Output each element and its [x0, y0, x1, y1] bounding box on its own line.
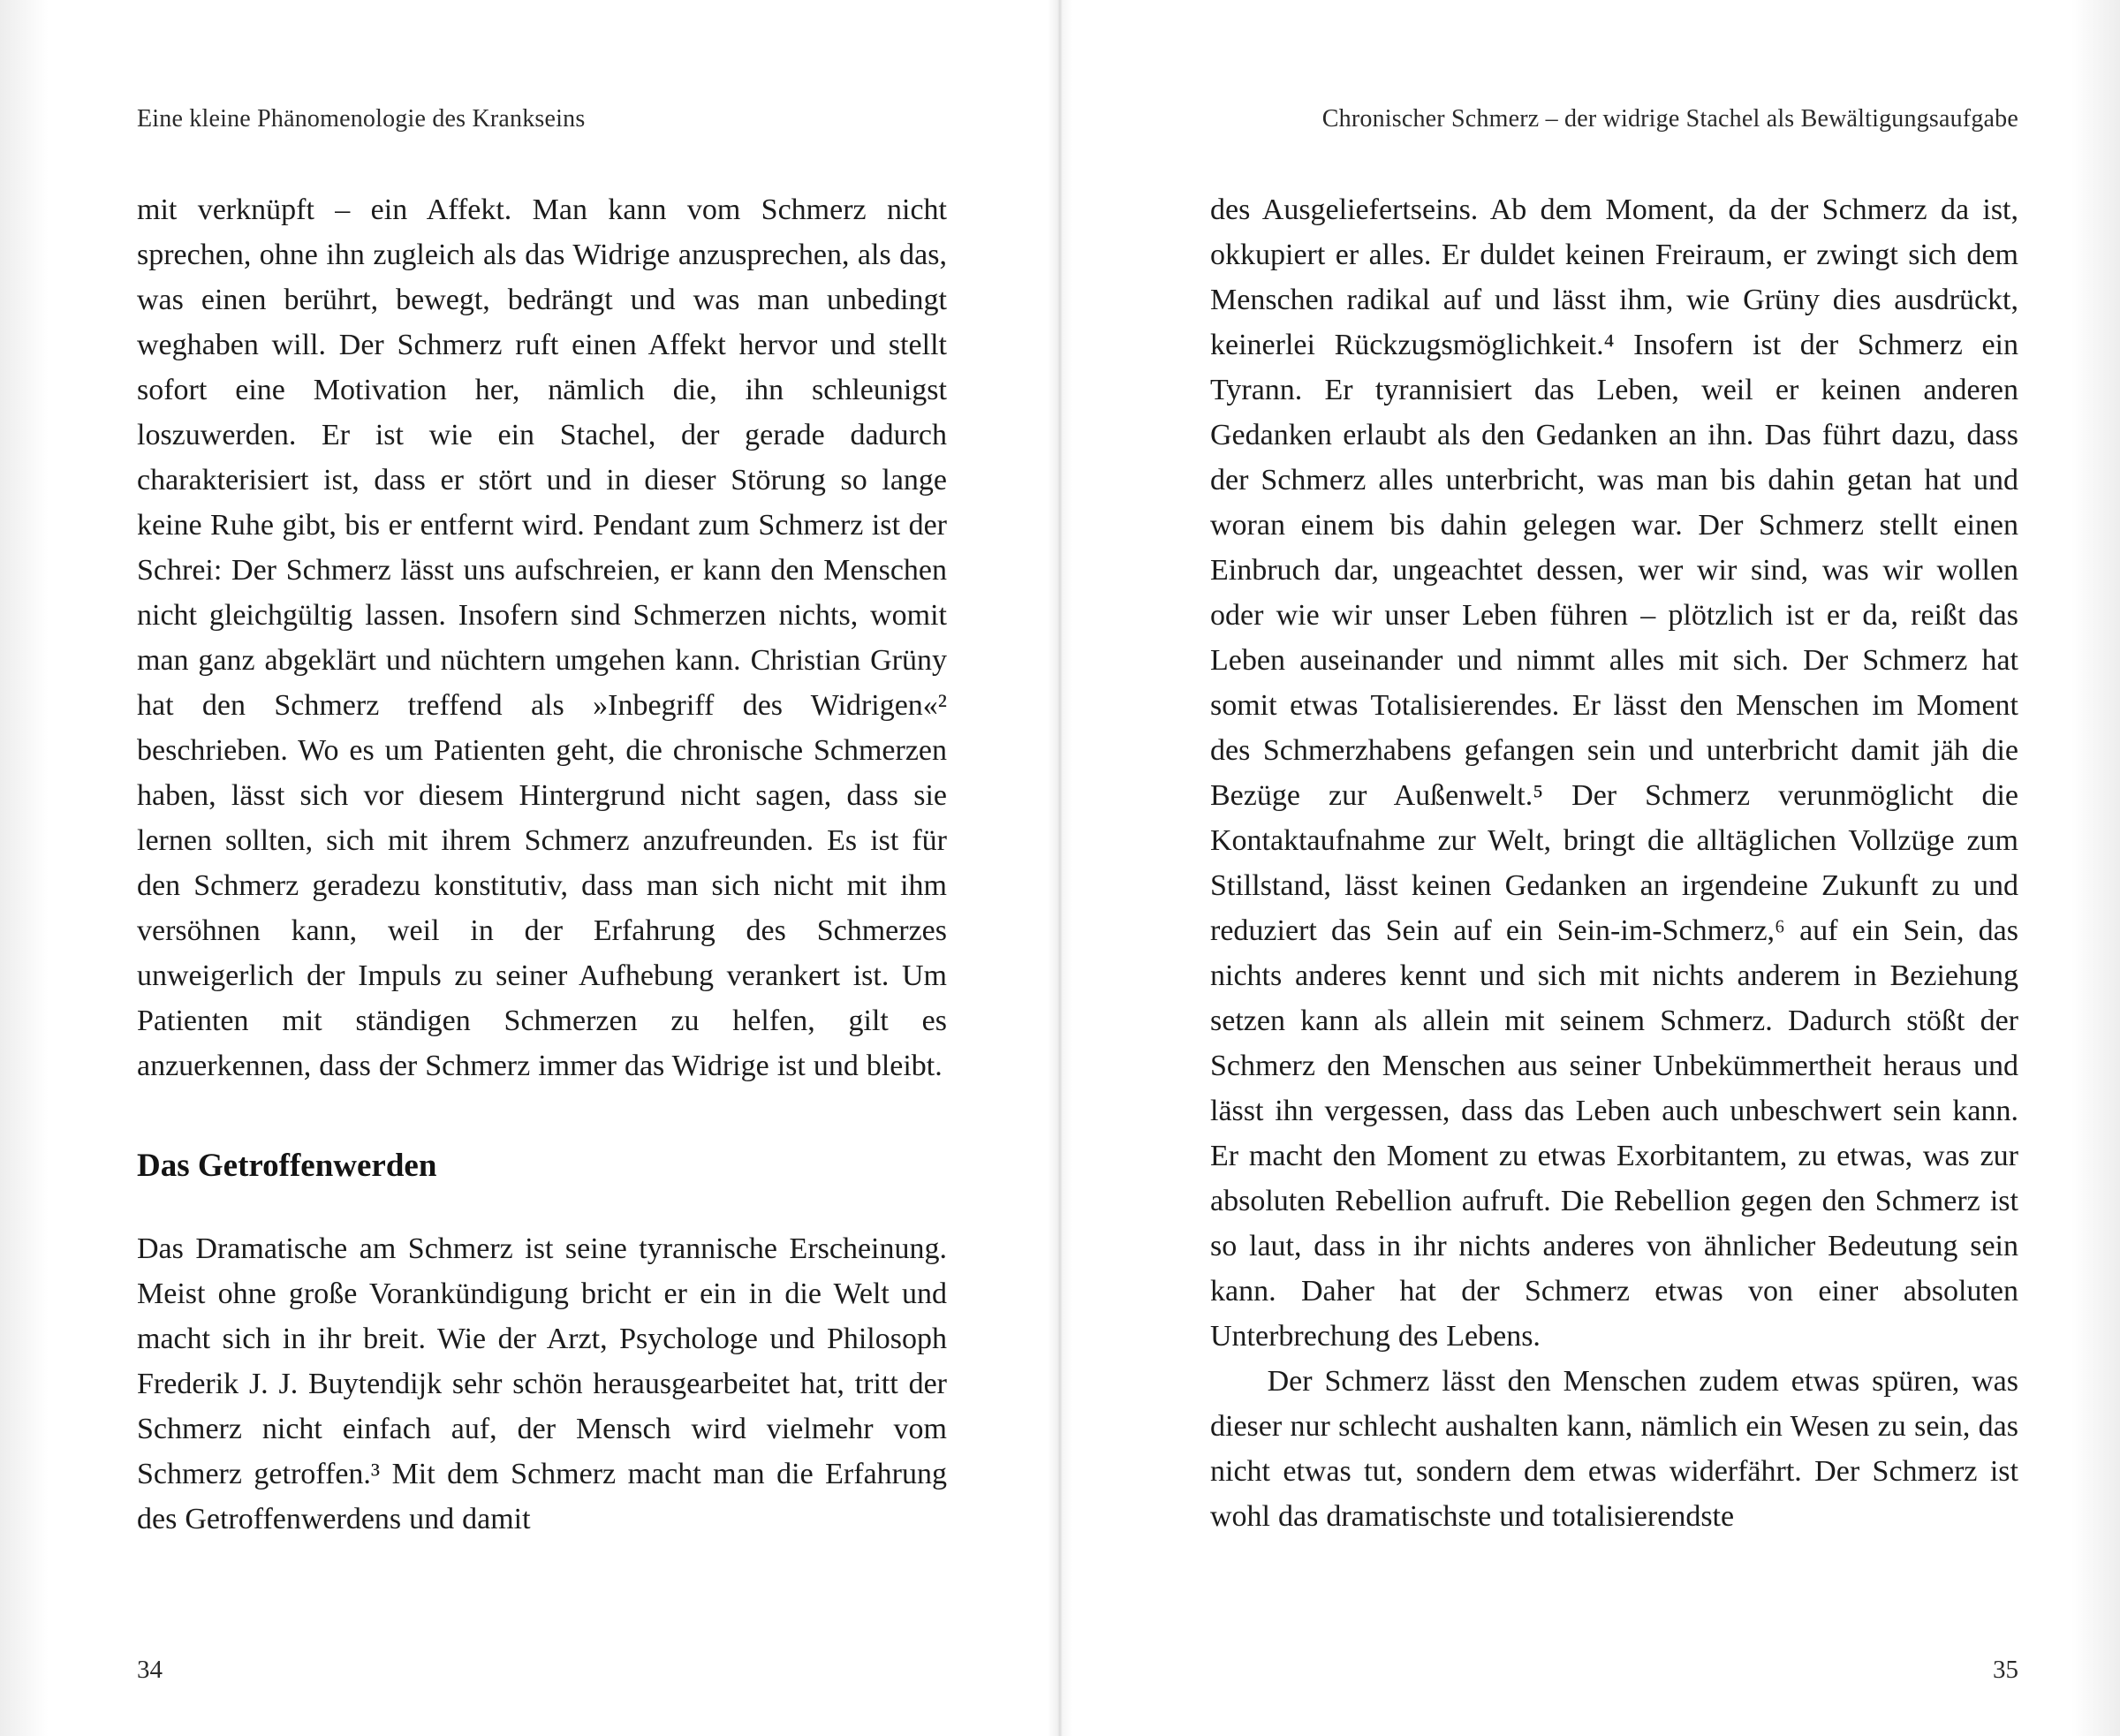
body-paragraph: mit verknüpft – ein Affekt. Man kann vom Schmerz nicht sprechen, ohne ihn zugleich als das Widrige anzusprechen, als das, was einen berührt, bewegt, bedrängt und was man unbedingt weghaben will. Der Schmerz ruft einen Affekt hervor und stellt sofort eine Motivation her, nämlich die, ihn schleunigst loszuwerden. Er ist wie ein Stachel, der gerade dadurch charakterisiert ist, dass er stört und in dieser Störung so lange keine Ruhe gibt, bis er entfernt wird. Pendant zum Schmerz ist der Schrei: Der Schmerz lässt uns aufschreien, er kann den Menschen nicht gleichgültig lassen. Insofern sind Schmerzen nichts, womit man ganz abgeklärt und nüchtern umgehen kann. Christian Grüny hat den Schmerz treffend als »Inbegriff des Widrigen«² beschrieben. Wo es um Patienten geht, die chronische Schmerzen haben, lässt sich vor diesem Hintergrund nicht sagen, dass sie lernen sollten, sich mit ihrem Schmerz anzufreunden. Es ist für den Schmerz geradezu konstitutiv, dass man sich nicht mit ihm versöhnen kann, weil in der Erfahrung des Schmerzes unweigerlich der Impuls zu seiner Aufhebung verankert ist. Um Patienten mit ständigen Schmerzen zu helfen, gilt es anzuerkennen, dass der Schmerz immer das Widrige ist und bleibt. — [137, 193, 947, 1082]
page-number-right: 35 — [1993, 1656, 2018, 1684]
running-head-left: Eine kleine Phänomenologie des Krankseins — [137, 105, 586, 133]
body-paragraph: Das Dramatische am Schmerz ist seine tyrannische Erscheinung. Meist ohne große Vorankündigung bricht er ein in die Welt und macht sich in ihr breit. Wie der Arzt, Psychologe und Philosoph Frederik J. J. Buytendijk sehr schön herausgearbeitet hat, tritt der Schmerz nicht einfach auf, der Mensch wird vielmehr vom Schmerz getroffen.³ Mit dem Schmerz macht man die Erfahrung des Getroffenwerdens und damit — [137, 1232, 947, 1535]
right-page — [1060, 0, 2120, 1736]
body-paragraph: des Ausgeliefertseins. Ab dem Moment, da der Schmerz da ist, okkupiert er alles. Er duldet keinen Freiraum, er zwingt sich dem Menschen radikal auf und lässt ihm, wie Grüny dies ausdrückt, keinerlei Rückzugsmöglichkeit.⁴ Insofern ist der Schmerz ein Tyrann. Er tyrannisiert das Leben, weil er keinen anderen Gedanken erlaubt als den Gedanken an ihn. Das führt dazu, dass der Schmerz alles unterbricht, was man bis dahin getan hat und woran einem bis dahin gelegen war. Der Schmerz stellt einen Einbruch dar, ungeachtet dessen, wer wir sind, was wir wollen oder wie wir unser Leben führen – plötzlich ist er da, reißt das Leben auseinander und nimmt alles mit sich. Der Schmerz hat somit etwas Totalisierendes. Er lässt den Menschen im Moment des Schmerzhabens gefangen sein und unterbricht damit jäh die Bezüge zur Außenwelt.⁵ Der Schmerz verunmöglicht die Kontaktaufnahme zur Welt, bringt die alltäglichen Vollzüge zum Stillstand, lässt keinen Gedanken an irgendeine Zukunft zu und reduziert das Sein auf ein Sein-im-Schmerz,⁶ auf ein Sein, das nichts anderes kennt und sich mit nichts anderem in Beziehung setzen kann als allein mit seinem Schmerz. Dadurch stößt der Schmerz den Menschen aus seiner Unbekümmertheit heraus und lässt ihn vergessen, dass das Leben auch unbeschwert sein kann. Er macht den Moment zu etwas Exorbitantem, zu etwas, was zur absoluten Rebellion aufruft. Die Rebellion gegen den Schmerz ist so laut, dass in ihr nichts anderes von ähnlicher Bedeutung sein kann. Daher hat der Schmerz etwas von einer absoluten Unterbrechung des Lebens. — [1210, 193, 2018, 1353]
body-paragraph: Der Schmerz lässt den Menschen zudem etwas spüren, was dieser nur schlecht aushalten kann, nämlich ein Wesen zu sein, das nicht etwas tut, sondern dem etwas widerfährt. Der Schmerz ist wohl das dramatischste und totalisierendste — [1210, 1365, 2018, 1533]
running-head-right: Chronischer Schmerz – der widrige Stachel als Bewältigungsaufgabe — [1321, 105, 2018, 133]
page-number-left: 34 — [137, 1656, 163, 1684]
section-heading: Das Getroffenwerden — [137, 1148, 437, 1184]
